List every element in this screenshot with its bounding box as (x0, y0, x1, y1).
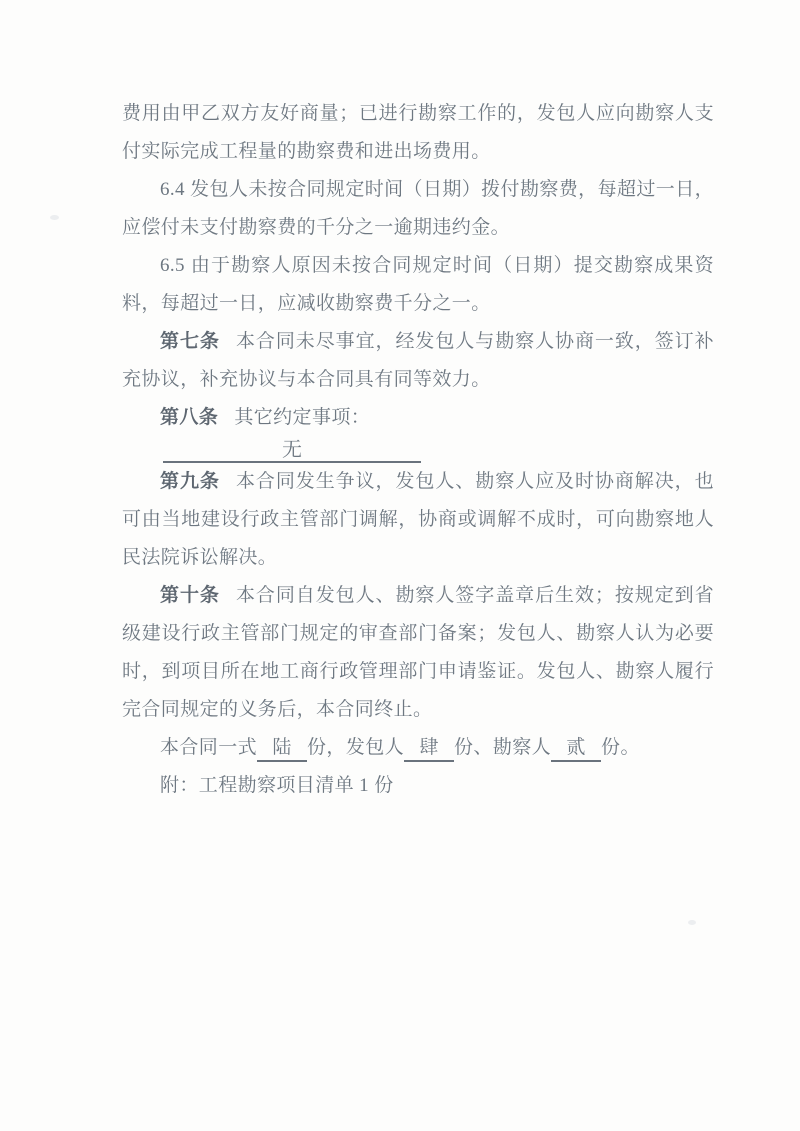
contract-body (122, 95, 714, 805)
article-8 (122, 399, 714, 437)
article-7-text: 本合同未尽事宜，经发包人与勘察人协商一致，签订补充协议，补充协议与本合同具有同等效力。 (122, 331, 714, 390)
article-9-label: 第九条 (160, 471, 220, 492)
article-8-text: 其它约定事项： (234, 407, 371, 428)
article-9-text: 本合同发生争议，发包人、勘察人应及时协商解决，也可由当地建设行政主管部门调解，协商或调解不成时，可向勘察地人民法院诉讼解决。 (122, 471, 714, 568)
scan-speckle (688, 920, 696, 925)
clause-6-5-text: 6.5 由于勘察人原因未按合同规定时间（日期）提交勘察成果资料，每超过一日，应减收勘察费千分之一。 (122, 255, 714, 314)
paragraph-continuation (122, 95, 714, 171)
copies-surveyor-fill: 贰 (551, 736, 601, 762)
article-8-blank-fill (163, 438, 421, 463)
copies-mid1: 份，发包人 (307, 737, 405, 758)
article-8-fill-value: 无 (282, 439, 302, 461)
attachment-text: 附：工程勘察项目清单 1 份 (160, 775, 394, 796)
copies-mid2: 份、勘察人 (454, 737, 552, 758)
clause-6-5 (122, 247, 714, 323)
copies-prefix: 本合同一式 (160, 737, 258, 758)
article-7-label: 第七条 (160, 331, 220, 352)
article-10 (122, 577, 714, 729)
scan-speckle (50, 215, 59, 220)
article-8-label: 第八条 (160, 407, 219, 428)
attachment-line (122, 767, 714, 805)
copies-line (122, 729, 714, 767)
clause-6-4-text: 6.4 发包人未按合同规定时间（日期）拨付勘察费，每超过一日，应偿付未支付勘察费的千分之一逾期违约金。 (122, 179, 714, 238)
article-10-label: 第十条 (160, 585, 220, 606)
article-9 (122, 463, 714, 577)
article-7 (122, 323, 714, 399)
clause-6-4 (122, 171, 714, 247)
article-10-text: 本合同自发包人、勘察人签字盖章后生效；按规定到省级建设行政主管部门规定的审查部门备案；发包人、勘察人认为必要时，到项目所在地工商行政管理部门申请鉴证。发包人、勘察人履行完合同规定的义务后，本合同终止。 (122, 585, 714, 720)
paragraph-continuation-text: 费用由甲乙双方友好商量；已进行勘察工作的，发包人应向勘察人支付实际完成工程量的勘察费和进出场费用。 (122, 103, 714, 162)
copies-suffix: 份。 (601, 737, 640, 758)
copies-total-fill: 陆 (257, 736, 307, 762)
copies-client-fill: 肆 (404, 736, 454, 762)
